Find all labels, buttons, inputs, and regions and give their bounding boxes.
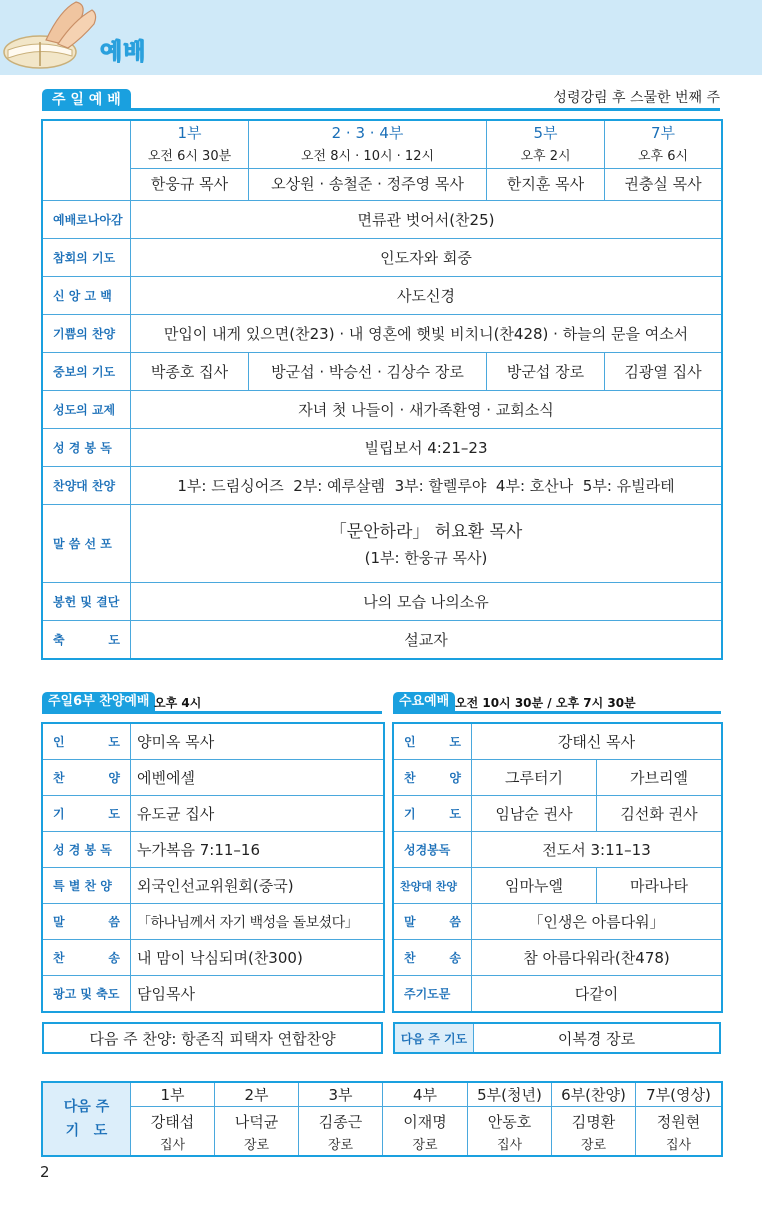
table-row bbox=[43, 239, 722, 277]
prayer-name: 김종근 bbox=[318, 1112, 363, 1131]
tab-sixth-service: 주일6부 찬양예배 bbox=[42, 692, 155, 712]
label-part: 송 bbox=[108, 951, 120, 965]
part-header: 3부 bbox=[299, 1083, 383, 1107]
table-row bbox=[43, 940, 384, 976]
label-part: 다음 주 bbox=[63, 1099, 110, 1115]
row-value: 인도자와 회중 bbox=[131, 239, 722, 277]
part-header: 1부 bbox=[131, 1083, 215, 1107]
row-value: 방군섭 · 박승선 · 김상수 장로 bbox=[249, 353, 487, 391]
prayer-title: 집사 bbox=[496, 1137, 523, 1153]
section-divider bbox=[393, 711, 721, 714]
row-label: 말 씀 선 포 bbox=[43, 505, 131, 583]
row-value: 임마누엘 bbox=[472, 868, 597, 904]
table-row bbox=[43, 201, 722, 239]
label-part: 씀 bbox=[449, 915, 461, 929]
label-part: 인 bbox=[53, 735, 65, 749]
row-value: 자녀 첫 나들이 · 새가족환영 · 교회소식 bbox=[131, 391, 722, 429]
row-value: 「인생은 아름다워」 bbox=[472, 904, 722, 940]
table-row bbox=[394, 832, 722, 868]
page-number: 2 bbox=[40, 1163, 50, 1181]
row-value: 사도신경 bbox=[131, 277, 722, 315]
table-row bbox=[43, 121, 722, 201]
row-label: 주기도문 bbox=[394, 976, 472, 1012]
table-row bbox=[394, 904, 722, 940]
label-part: 양 bbox=[108, 771, 120, 785]
row-value: 빌립보서 4:21–23 bbox=[131, 429, 722, 467]
service-7-cell bbox=[605, 121, 722, 201]
part-header: 2부 bbox=[215, 1083, 299, 1107]
row-value: 유도균 집사 bbox=[131, 796, 384, 832]
row-value: 에벤에셀 bbox=[131, 760, 384, 796]
header-banner bbox=[0, 0, 762, 75]
prayer-name: 김명환 bbox=[571, 1112, 616, 1131]
table-row bbox=[43, 621, 722, 659]
service-part: 1부 bbox=[177, 124, 202, 142]
row-label: 신 앙 고 백 bbox=[43, 277, 131, 315]
prayer-title: 집사 bbox=[665, 1137, 692, 1153]
label-part: 기 도 bbox=[65, 1123, 108, 1139]
label-part: 찬 bbox=[53, 771, 65, 785]
label-part: 도 bbox=[449, 807, 461, 821]
row-value: 전도서 3:11–13 bbox=[472, 832, 722, 868]
row-value: 면류관 벗어서(찬25) bbox=[131, 201, 722, 239]
row-value: 김선화 권사 bbox=[597, 796, 722, 832]
row-value: 임남순 권사 bbox=[472, 796, 597, 832]
table-row bbox=[394, 976, 722, 1012]
table-row bbox=[43, 467, 722, 505]
row-value: 내 맘이 낙심되며(찬300) bbox=[131, 940, 384, 976]
prayer-title: 장로 bbox=[327, 1137, 354, 1153]
label-part: 기 bbox=[53, 807, 65, 821]
prayer-title: 장로 bbox=[243, 1137, 270, 1153]
table-row bbox=[43, 832, 384, 868]
table-row bbox=[43, 505, 722, 583]
service-time: 오전 6시 30분 bbox=[147, 149, 232, 164]
sixth-service-time: 오후 4시 bbox=[154, 696, 202, 710]
row-label: 중보의 기도 bbox=[43, 353, 131, 391]
label-part: 찬 bbox=[404, 951, 416, 965]
sermon-title: 「문안하라」 허요환 목사 bbox=[329, 521, 523, 542]
sermon-cell bbox=[131, 505, 722, 583]
table-row bbox=[43, 277, 722, 315]
row-label: 성경봉독 bbox=[394, 832, 472, 868]
row-label: 성 경 봉 독 bbox=[43, 429, 131, 467]
row-value: 「하나님께서 자기 백성을 돌보셨다」 bbox=[131, 904, 384, 940]
table-row bbox=[43, 315, 722, 353]
label-part: 도 bbox=[449, 735, 461, 749]
label-part: 양 bbox=[449, 771, 461, 785]
service-5-cell bbox=[487, 121, 605, 201]
wednesday-service-table bbox=[393, 723, 722, 1012]
next-week-label-cell bbox=[43, 1083, 131, 1156]
service-minister: 오상원 · 송철준 · 정주영 목사 bbox=[249, 168, 486, 200]
service-time: 오후 6시 bbox=[637, 149, 689, 164]
table-row bbox=[43, 868, 384, 904]
prayer-name: 나덕균 bbox=[234, 1112, 279, 1131]
label-part: 씀 bbox=[108, 915, 120, 929]
page-title: 예배 bbox=[100, 39, 147, 65]
prayer-name: 안동호 bbox=[487, 1112, 532, 1131]
table-row bbox=[43, 583, 722, 621]
part-header: 7부(영상) bbox=[636, 1083, 722, 1107]
next-prayer-label: 다음 주 기도 bbox=[395, 1024, 474, 1052]
sunday-service-table bbox=[42, 120, 722, 659]
row-label: 성도의 교제 bbox=[43, 391, 131, 429]
table-row bbox=[394, 724, 722, 760]
table-row bbox=[394, 940, 722, 976]
label-part: 말 bbox=[53, 915, 65, 929]
part-header: 6부(찬양) bbox=[552, 1083, 636, 1107]
table-row bbox=[394, 760, 722, 796]
table-row bbox=[43, 1107, 722, 1156]
row-label: 찬양대 찬양 bbox=[394, 868, 472, 904]
row-value: 방군섭 장로 bbox=[487, 353, 605, 391]
label-part: 기 bbox=[404, 807, 416, 821]
prayer-title: 집사 bbox=[159, 1137, 186, 1153]
empty-corner-cell bbox=[43, 121, 131, 201]
label-part: 말 bbox=[404, 915, 416, 929]
service-234-cell bbox=[249, 121, 487, 201]
sermon-subtitle: (1부: 한웅규 목사) bbox=[364, 548, 488, 567]
row-value: 1부: 드림싱어즈 2부: 예루살렘 3부: 할렐루야 4부: 호산나 5부: 유빌라테 bbox=[131, 467, 722, 505]
row-label: 찬양대 찬양 bbox=[43, 467, 131, 505]
row-label: 특 별 찬 양 bbox=[43, 868, 131, 904]
service-minister: 한웅규 목사 bbox=[131, 168, 248, 200]
praying-hands-bible-icon bbox=[2, 0, 98, 75]
row-label: 성 경 봉 독 bbox=[43, 832, 131, 868]
prayer-name: 이재명 bbox=[403, 1112, 447, 1131]
label-part: 축 bbox=[53, 633, 65, 647]
table-row bbox=[43, 976, 384, 1012]
row-value: 마라나타 bbox=[597, 868, 722, 904]
row-value: 외국인선교위원회(중국) bbox=[131, 868, 384, 904]
table-row bbox=[43, 1083, 722, 1107]
service-part: 2 · 3 · 4부 bbox=[331, 124, 404, 142]
sunday-week-note: 성령강림 후 스물한 번째 주 bbox=[553, 90, 720, 106]
tab-wednesday-service: 수요예배 bbox=[393, 692, 455, 712]
row-label: 기쁨의 찬양 bbox=[43, 315, 131, 353]
prayer-title: 장로 bbox=[580, 1137, 607, 1153]
table-row bbox=[43, 760, 384, 796]
next-prayer-value: 이복경 장로 bbox=[557, 1029, 636, 1048]
row-value: 참 아름다워라(찬478) bbox=[472, 940, 722, 976]
next-week-prayer-table bbox=[42, 1082, 722, 1156]
label-part: 찬 bbox=[404, 771, 416, 785]
tab-sunday-service: 주 일 예 배 bbox=[42, 89, 131, 111]
table-row bbox=[43, 904, 384, 940]
section-divider bbox=[42, 108, 720, 111]
label-part: 도 bbox=[108, 735, 120, 749]
part-header: 5부(청년) bbox=[468, 1083, 552, 1107]
service-minister: 권충실 목사 bbox=[605, 168, 721, 200]
row-value: 양미옥 목사 bbox=[131, 724, 384, 760]
table-row bbox=[394, 796, 722, 832]
part-header: 4부 bbox=[383, 1083, 468, 1107]
label-part: 송 bbox=[449, 951, 461, 965]
label-part: 인 bbox=[404, 735, 416, 749]
row-value: 설교자 bbox=[131, 621, 722, 659]
service-1-cell bbox=[131, 121, 249, 201]
sixth-service-table bbox=[42, 723, 384, 1012]
row-label: 봉헌 및 결단 bbox=[43, 583, 131, 621]
service-time: 오후 2시 bbox=[520, 149, 571, 164]
row-value: 그루터기 bbox=[472, 760, 597, 796]
row-label: 참회의 기도 bbox=[43, 239, 131, 277]
row-value: 박종호 집사 bbox=[131, 353, 249, 391]
next-week-praise: 다음 주 찬양: 항존직 피택자 연합찬양 bbox=[42, 1022, 383, 1054]
section-divider bbox=[42, 711, 382, 714]
label-part: 찬 bbox=[53, 951, 65, 965]
wednesday-service-time: 오전 10시 30분 / 오후 7시 30분 bbox=[455, 696, 636, 710]
table-row bbox=[43, 353, 722, 391]
service-part: 5부 bbox=[533, 124, 558, 142]
table-row bbox=[43, 391, 722, 429]
table-row bbox=[43, 724, 384, 760]
table-row bbox=[394, 868, 722, 904]
row-label: 광고 및 축도 bbox=[43, 976, 131, 1012]
table-row bbox=[43, 796, 384, 832]
label-part: 도 bbox=[108, 807, 120, 821]
row-value: 김광열 집사 bbox=[605, 353, 722, 391]
row-value: 강태신 목사 bbox=[472, 724, 722, 760]
row-value: 담임목사 bbox=[131, 976, 384, 1012]
row-value: 나의 모습 나의소유 bbox=[131, 583, 722, 621]
row-value: 가브리엘 bbox=[597, 760, 722, 796]
prayer-name: 정원현 bbox=[656, 1112, 701, 1131]
table-row bbox=[43, 429, 722, 467]
service-minister: 한지훈 목사 bbox=[487, 168, 604, 200]
service-time: 오전 8시 · 10시 · 12시 bbox=[300, 149, 435, 164]
label-part: 도 bbox=[108, 633, 120, 647]
row-value: 만입이 내게 있으면(찬23) · 내 영혼에 햇빛 비치니(찬428) · 하늘의 문을 여소서 bbox=[131, 315, 722, 353]
row-value: 누가복음 7:11–16 bbox=[131, 832, 384, 868]
service-part: 7부 bbox=[650, 124, 676, 142]
row-label: 예배로나아감 bbox=[43, 201, 131, 239]
row-value: 다같이 bbox=[472, 976, 722, 1012]
row-label bbox=[43, 621, 131, 659]
next-week-prayer-box bbox=[393, 1022, 721, 1054]
prayer-title: 장로 bbox=[412, 1137, 438, 1153]
prayer-name: 강태섭 bbox=[150, 1112, 195, 1131]
